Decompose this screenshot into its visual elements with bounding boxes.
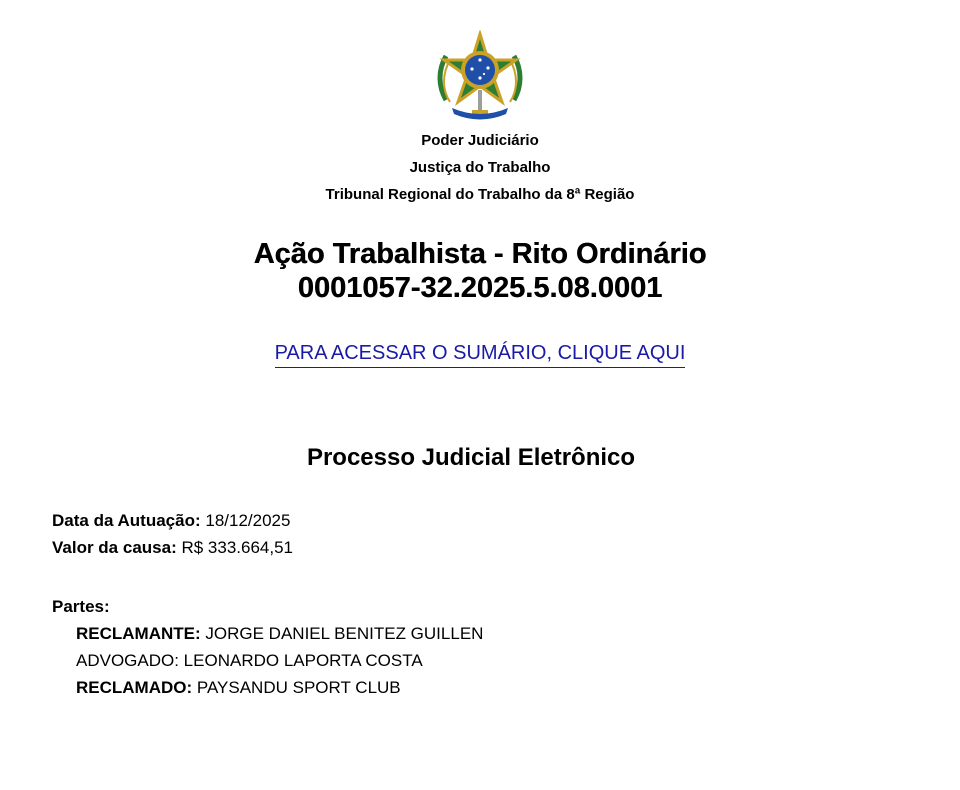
valor-value: R$ 333.664,51 — [181, 538, 294, 557]
reclamante-line — [76, 623, 483, 645]
section-title: Processo Judicial Eletrônico — [306, 444, 636, 471]
valor-line — [52, 537, 293, 559]
reclamado-value: PAYSANDU SPORT CLUB — [196, 678, 401, 697]
summary-link-container — [0, 341, 960, 368]
valor-label: Valor da causa: — [52, 538, 177, 557]
partes-label: Partes: — [52, 597, 110, 616]
advogado-line: ADVOGADO: LEONARDO LAPORTA COSTA — [76, 651, 423, 670]
reclamante-label: RECLAMANTE: — [76, 624, 201, 643]
autuacao-label: Data da Autuação: — [52, 511, 201, 530]
autuacao-line — [52, 510, 290, 532]
process-number: 0001057-32.2025.5.08.0001 — [297, 272, 663, 304]
reclamado-label: RECLAMADO: — [76, 678, 193, 697]
header-justica-do-trabalho: Justiça do Trabalho — [409, 159, 551, 176]
reclamante-value: JORGE DANIEL BENITEZ GUILLEN — [205, 624, 484, 643]
summary-link[interactable]: PARA ACESSAR O SUMÁRIO, CLIQUE AQUI — [275, 341, 686, 368]
brazil-coat-of-arms-icon — [432, 30, 528, 122]
autuacao-value: 18/12/2025 — [205, 511, 291, 530]
header-poder-judiciario: Poder Judiciário — [421, 132, 539, 149]
document-title: Ação Trabalhista - Rito Ordinário — [253, 238, 707, 270]
header-tribunal-regional: Tribunal Regional do Trabalho da 8ª Região — [325, 186, 635, 203]
reclamado-line — [76, 677, 401, 699]
